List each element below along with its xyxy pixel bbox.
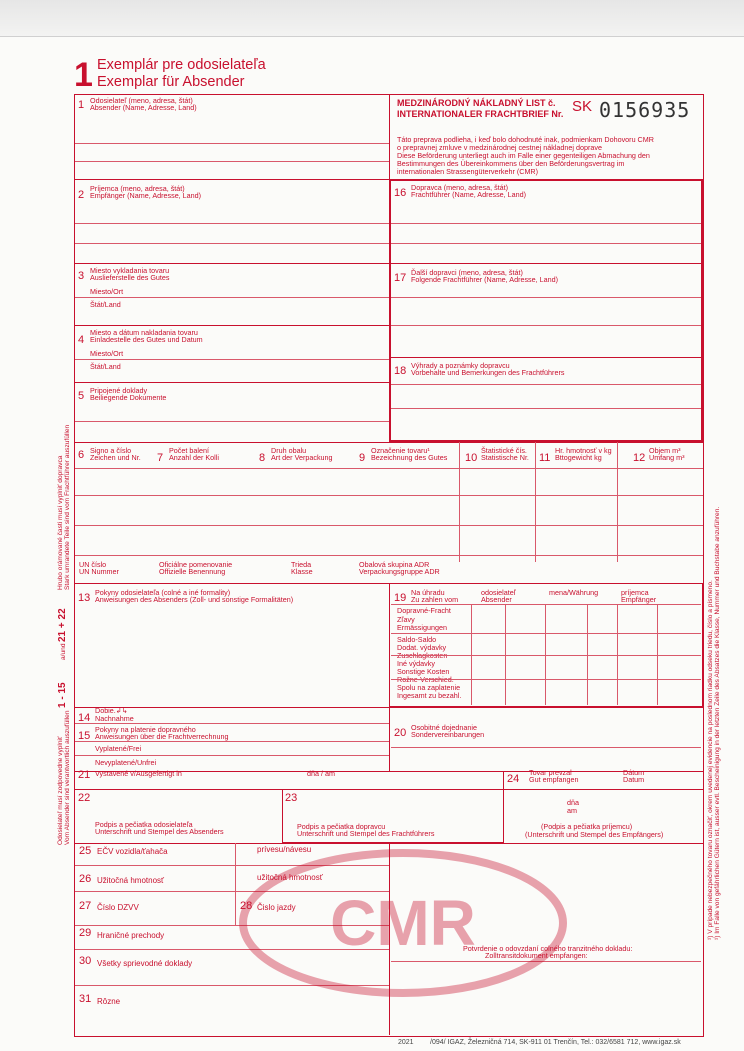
field-30-label: Všetky sprievodné doklady [97, 959, 193, 968]
field-24-day: dňa [567, 798, 579, 807]
field-2-sk: Príjemca (meno, adresa, štát) [90, 184, 185, 193]
field-14-sk: Dobie.↲↳ [95, 706, 128, 715]
field-15-number: 15 [78, 730, 91, 742]
field-24-am: am [567, 806, 577, 815]
field-2-de: Empfänger (Name, Adresse, Land) [90, 191, 202, 200]
field-19-sender-sk: odosielateľ [481, 588, 516, 597]
field-22-number: 22 [78, 792, 91, 804]
country-code: SK [572, 98, 593, 115]
field-4-sk: Miesto a dátum nakladania tovaru [90, 328, 198, 337]
field-19-rec-sk: príjemca [621, 588, 649, 597]
col-8-sk: Druh obalu [271, 446, 307, 455]
pay-row-7: Iné výdavky [397, 659, 435, 668]
field-21-sk: Vystavené v/Ausgefertigt in [95, 769, 182, 778]
carrier-signature-box [282, 789, 504, 843]
col-10-de: Statistische Nr. [481, 453, 529, 462]
col-12-number: 12 [633, 452, 646, 464]
copy-title-sk: Exemplár pre odosielateľa [97, 57, 266, 73]
field-19-de: Zu zahlen vom [411, 595, 459, 604]
field-17-de: Folgende Frachtführer (Name, Adresse, Land) [411, 275, 559, 284]
scan-edge [0, 0, 744, 37]
field-3-sk: Miesto vykladania tovaru [90, 266, 170, 275]
field-13-de: Anweisungen des Absenders (Zoll- und sonstige Formalitäten) [95, 595, 294, 604]
field-1-de: Absender (Name, Adresse, Land) [90, 103, 197, 112]
field-19-sender-de: Absender [481, 595, 512, 604]
field-4-number: 4 [78, 334, 85, 346]
pay-row-1: Dopravné-Fracht [397, 606, 451, 615]
col-7-sk: Počet balení [169, 446, 209, 455]
cmr-stamp-icon [238, 848, 568, 998]
field-3-place: Miesto/Ort [90, 287, 124, 296]
field-26-number: 26 [79, 873, 92, 885]
footer-year: 2021 [398, 1039, 414, 1046]
cmr-stamp-text: CMR [330, 887, 476, 959]
pay-row-4: Saldo-Saldo [397, 635, 437, 644]
col-8-number: 8 [259, 452, 266, 464]
field-28-number: 28 [240, 900, 253, 912]
field-26-label: Užitočná hmotnosť [97, 876, 165, 885]
pay-row-8: Sonstige Kosten [397, 667, 450, 676]
field-15-paid: Vyplatené/Frei [95, 744, 142, 753]
field-5-sk: Pripojené doklady [90, 386, 148, 395]
doc-title-sk: MEDZINÁRODNÝ NÁKLADNÝ LIST č. [397, 98, 556, 108]
field-13-sk: Pokyny odosielateľa (colné a iné formality) [95, 588, 231, 597]
field-14-number: 14 [78, 712, 91, 724]
col-8-de: Art der Verpackung [271, 453, 333, 462]
copy-title-de: Exemplar für Absender [97, 74, 245, 90]
col-10-sk: Štatistické čís. [481, 446, 527, 455]
col-7-number: 7 [157, 452, 164, 464]
field-25-label: EČV vozidla/ťahača [97, 847, 168, 856]
col-12-sk: Objem m³ [649, 446, 681, 455]
field-18-sk: Výhrady a poznámky dopravcu [411, 361, 510, 370]
field-22-de: Unterschrift und Stempel des Absenders [95, 827, 224, 836]
field-25-number: 25 [79, 845, 92, 857]
field-29-number: 29 [79, 927, 92, 939]
adr-class-sk: Trieda [291, 560, 312, 569]
field-23-de: Unterschrift und Stempel des Frachtführers [297, 829, 435, 838]
field-3-state: Štát/Land [90, 300, 121, 309]
field-16-de: Frachtführer (Name, Adresse, Land) [411, 190, 527, 199]
field-25-right: prívesu/návesu [257, 845, 312, 854]
field-23-sk: Podpis a pečiatka dopravcu [297, 822, 386, 831]
field-24-sk: Tovar prevzal [529, 768, 572, 777]
field-19-number: 19 [394, 592, 407, 604]
field-20-number: 20 [394, 727, 407, 739]
col-11-de: Bttogewicht kg [555, 453, 602, 462]
field-13-number: 13 [78, 592, 91, 604]
col-12-de: Umfang m³ [649, 453, 685, 462]
field-1-sk: Odosielateľ (meno, adresa, štát) [90, 96, 193, 105]
field-23-number: 23 [285, 792, 298, 804]
doc-title-de: INTERNATIONALER FRACHTBRIEF Nr. [397, 109, 564, 119]
adr-group-de: Verpackungsgruppe ADR [359, 567, 440, 576]
field-22-sk: Podpis a pečiatka odosielateľa [95, 820, 193, 829]
legal-sk-2: o prepravnej zmluve v medzinárodnej cestnej nákladnej doprave [397, 143, 602, 152]
adr-class-de: Klasse [291, 567, 313, 576]
field-30-number: 30 [79, 955, 92, 967]
serial-number: 0156935 [599, 98, 691, 122]
pay-row-2: Zľavy [397, 615, 415, 624]
side-left-and: a/und [60, 643, 67, 660]
pay-row-3: Ermässigungen [397, 623, 447, 632]
col-6-sk: Signo a číslo [90, 446, 132, 455]
pay-row-6: Zuschlagkosten [397, 651, 448, 660]
transit-sk: Potvrdenie o odovzdaní colného tranzitného dokladu: [463, 944, 633, 953]
field-21-number: 21 [78, 769, 91, 781]
col-11-number: 11 [539, 452, 551, 464]
adr-name-sk: Oficiálne pomenovanie [159, 560, 233, 569]
legal-de-2: Bestimmungen des Übereinkommens über den Beförderungsvertrag im [397, 159, 625, 168]
side-left-a2: Stark umrandete Teile sind vom Frachtführer auszufüllen [64, 424, 71, 590]
field-1-number: 1 [78, 99, 85, 111]
field-19-rec-de: Empfänger [621, 595, 657, 604]
field-24-date-sk: Dátum [623, 768, 645, 777]
pay-row-10: Spolu na zaplatenie [397, 683, 461, 692]
field-15-de: Anweisungen über die Frachtverrechnung [95, 732, 229, 741]
col-6-number: 6 [78, 449, 85, 461]
field-19-sk: Na úhradu [411, 588, 445, 597]
carrier-box [389, 179, 703, 442]
field-16-sk: Dopravca (meno, adresa, štát) [411, 183, 509, 192]
field-4-state: Štát/Land [90, 362, 121, 371]
field-17-sk: Ďalší dopravci (meno, adresa, štát) [411, 268, 523, 277]
field-28-label: Čislo jazdy [257, 903, 296, 912]
field-17-number: 17 [394, 272, 407, 284]
side-left-b1: Odosielateľ musí zodpovedne vyplniť [57, 736, 64, 845]
field-24-sig-sk: (Podpis a pečiatka príjemcu) [541, 822, 633, 831]
col-7-de: Anzahl der Kolli [169, 453, 219, 462]
copy-number: 1 [74, 56, 93, 94]
footer-imprint: /094/ IGAZ, Železničná 714, SK-911 01 Trenčín, Tel.: 032/6581 712, www.igaz.sk [430, 1039, 681, 1046]
field-21-date: dňa / am [307, 769, 335, 778]
legal-de-3: internationalen Strassengüterverkehr (CMR) [397, 167, 539, 176]
pay-row-9: Rožne-Verschied. [397, 675, 454, 684]
side-right-a: ¹) V prípade nebezpečného tovaru označiť, okrem uvedenej evidencie na poslednom riadku odseku triedu, číslo a písmeno. [707, 580, 714, 940]
legal-sk-1: Táto preprava podlieha, i keď bolo dohodnuté inak, podmienkam Dohovoru CMR [397, 135, 654, 144]
col-9-number: 9 [359, 452, 366, 464]
field-2-number: 2 [78, 189, 85, 201]
field-24-de: Gut empfangen [529, 775, 579, 784]
field-16-number: 16 [394, 187, 407, 199]
col-9-de: Bezeichnung des Gutes [371, 453, 448, 462]
field-18-number: 18 [394, 365, 407, 377]
side-left-b2: Vom Absender sind verantwortlich auszufüllen [64, 710, 71, 845]
side-left-range-1: 1 - 15 [57, 682, 68, 708]
field-3-number: 3 [78, 270, 85, 282]
col-6-de: Zeichen und Nr. [90, 453, 141, 462]
field-31-number: 31 [79, 993, 92, 1005]
col-10-number: 10 [465, 452, 478, 464]
field-29-label: Hraničné prechody [97, 931, 165, 940]
field-15-unpaid: Nevyplatené/Unfrei [95, 758, 157, 767]
field-19-currency: mena/Währung [549, 588, 599, 597]
transit-de: Zolltransitdokument empfangen: [485, 951, 588, 960]
legal-de-1: Diese Beförderung unterliegt auch im Falle einer gegenteiligen Abmachung den [397, 151, 650, 160]
col-9-sk: Označenie tovaru¹ [371, 446, 430, 455]
field-18-de: Vorbehalte und Bemerkungen des Frachtführers [411, 368, 565, 377]
field-27-number: 27 [79, 900, 92, 912]
field-5-number: 5 [78, 390, 85, 402]
pay-row-11: Ingesamt zu bezahl. [397, 691, 462, 700]
field-24-number: 24 [507, 773, 520, 785]
side-right-b: ¹) Im Falle von gefährlichen Gütern ist, ausser evtl. Bescheinigung in der letzten Zeile des Absatzes die Klasse, Nummer und Buchstabe anzuführen. [714, 506, 721, 940]
field-4-place: Miesto/Ort [90, 349, 124, 358]
side-left-a1: Hrubo orámované časti musí vyplniť dopravca [57, 455, 64, 590]
col-11-sk: Hr. hmotnosť v kg [555, 446, 612, 455]
adr-un-sk: UN číslo [79, 560, 107, 569]
field-26-right: užitočná hmotnosť [257, 873, 323, 882]
adr-group-sk: Obalová skupina ADR [359, 560, 430, 569]
field-15-sk: Pokyny na platenie dopravného [95, 725, 196, 734]
adr-un-de: UN Nummer [79, 567, 119, 576]
field-20-de: Sondervereinbarungen [411, 730, 485, 739]
field-24-date-de: Datum [623, 775, 645, 784]
field-27-label: Číslo DZVV [97, 903, 139, 912]
field-20-sk: Osobitné dojednanie [411, 723, 477, 732]
field-31-label: Rôzne [97, 997, 121, 1006]
field-3-de: Auslieferstelle des Gutes [90, 273, 170, 282]
field-5-de: Beiliegende Dokumente [90, 393, 167, 402]
field-14-de: Nachnahme [95, 714, 134, 723]
side-left-range-2: 21 + 22 [57, 608, 68, 642]
adr-name-de: Offizielle Benennung [159, 567, 226, 576]
pay-row-5: Dodat. výdavky [397, 643, 447, 652]
field-24-sig-de: (Unterschrift und Stempel des Empfängers) [525, 830, 664, 839]
field-4-de: Einladestelle des Gutes und Datum [90, 335, 203, 344]
